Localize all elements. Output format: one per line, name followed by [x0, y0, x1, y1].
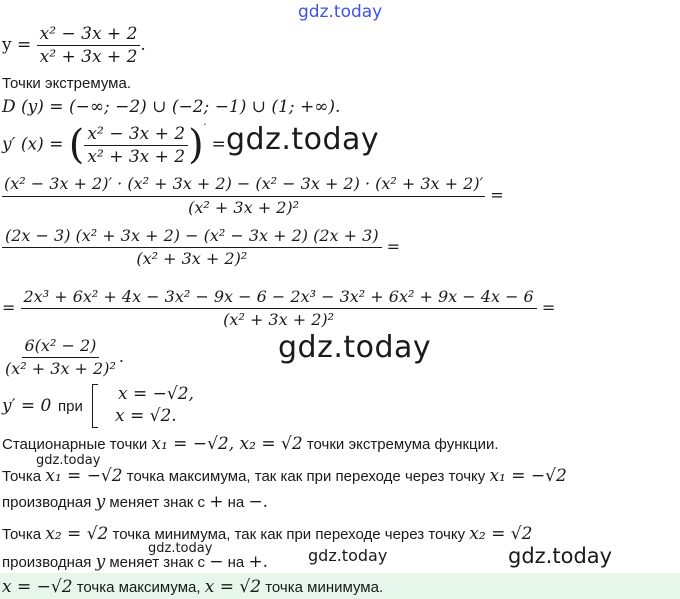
point2-line1 — [2, 524, 532, 544]
answer-text-max: точка максимума, — [76, 579, 201, 596]
point1-word: Точка — [2, 468, 42, 485]
derivation-step-1 — [2, 174, 504, 218]
point1-sign-to: −. — [248, 492, 269, 512]
watermark[interactable]: gdz.today — [226, 122, 380, 157]
function-tail: . — [140, 35, 146, 55]
point2-line2 — [2, 552, 268, 572]
point2-sign-from: − — [209, 552, 224, 572]
derivative-numerator: x² − 3x + 2 — [84, 124, 188, 146]
function-numerator: x² − 3x + 2 — [37, 24, 141, 46]
answer-line — [2, 577, 383, 597]
stationary-points-line — [2, 434, 499, 454]
point2-math: x₂ = √2 — [45, 524, 109, 544]
stationary-prefix: Стационарные точки — [2, 436, 148, 453]
point2-sign-to: +. — [248, 552, 269, 572]
step1-denominator: (x² + 3x + 2)² — [188, 198, 300, 217]
point2-sign-text: меняет знак с — [109, 554, 206, 571]
point1-on-word: на — [227, 494, 245, 511]
step3-denominator: (x² + 3x + 2)² — [223, 310, 335, 329]
derivation-step-2 — [2, 226, 400, 269]
step4-fraction — [2, 336, 119, 379]
derivation-step-3 — [2, 287, 555, 330]
step4-tail: . — [118, 347, 124, 366]
derivative-definition — [2, 122, 226, 168]
zero-case-1: x = −√2, — [118, 384, 194, 404]
function-fraction — [37, 24, 141, 67]
watermark[interactable]: gdz.today — [308, 546, 388, 565]
stationary-math: x₁ = −√2, x₂ = √2 — [151, 434, 303, 454]
step3-numerator: 2x³ + 6x² + 4x − 3x² − 9x − 6 − 2x³ − 3x² + 6x² + 9x − 4x − 6 — [21, 287, 537, 309]
right-paren-icon: ) — [188, 122, 204, 168]
stationary-suffix: точки экстремума функции. — [306, 436, 499, 453]
answer-math-min: x = √2 — [204, 577, 262, 597]
point1-line1 — [2, 466, 567, 486]
left-paren-icon: ( — [68, 122, 85, 168]
point2-on-word: на — [227, 554, 245, 571]
step1-numerator: (x² − 3x + 2)′ · (x² + 3x + 2) − (x² − 3x + 2) · (x² + 3x + 2)′ — [2, 174, 485, 197]
zero-case-2: x = √2. — [115, 406, 177, 426]
derivative-lhs: y′ (x) = — [2, 134, 64, 155]
point1-math: x₁ = −√2 — [45, 466, 123, 486]
point1-line2 — [2, 492, 268, 512]
function-denominator: x² + 3x + 2 — [39, 47, 138, 67]
function-lhs: y = — [2, 35, 32, 55]
point2-math2: x₂ = √2 — [469, 524, 533, 544]
derivative-fraction — [84, 124, 188, 167]
step2-fraction — [2, 226, 382, 269]
watermark[interactable]: gdz.today — [278, 330, 432, 365]
step4-numerator: 6(x² − 2) — [22, 336, 100, 358]
watermark[interactable]: gdz.today — [36, 453, 101, 468]
step3-fraction — [21, 287, 537, 330]
domain-line: D (y) = (−∞; −2) ∪ (−2; −1) ∪ (1; +∞). — [2, 97, 341, 117]
point1-math2: x₁ = −√2 — [489, 466, 567, 486]
function-definition — [2, 24, 146, 67]
derivation-step-4 — [2, 336, 124, 379]
point1-y: y — [95, 492, 106, 512]
watermark[interactable]: gdz.today — [508, 544, 613, 568]
step2-denominator: (x² + 3x + 2)² — [136, 249, 248, 268]
step3-lead: = — [2, 298, 16, 317]
point1-sign-text: меняет знак с — [109, 494, 206, 511]
point2-text: точка минимума, так как при переходе через точку — [112, 526, 466, 543]
step2-numerator: (2x − 3) (x² + 3x + 2) − (x² − 3x + 2) (2x + 3) — [2, 226, 382, 248]
answer-text-min: точка минимума. — [265, 579, 384, 596]
system-bracket-icon — [92, 384, 98, 428]
step1-tail: = — [490, 185, 504, 205]
answer-math-max: x = −√2 — [2, 577, 73, 597]
zero-condition-lhs: y′ = 0 — [2, 396, 52, 416]
step3-tail: = — [541, 298, 556, 317]
prime-mark-icon: ′ — [203, 121, 207, 135]
point1-derivative-word: производная — [2, 494, 92, 511]
step2-tail: = — [386, 237, 401, 256]
step4-denominator: (x² + 3x + 2)² — [5, 359, 116, 378]
point2-word: Точка — [2, 526, 42, 543]
watermark[interactable]: gdz.today — [148, 541, 213, 556]
point1-text: точка максимума, так как при переходе через точку — [126, 468, 486, 485]
watermark-top[interactable]: gdz.today — [298, 2, 383, 22]
derivative-tail: = — [211, 134, 226, 155]
point2-derivative-word: производная — [2, 554, 92, 571]
zero-condition-word: при — [58, 398, 83, 415]
point2-y: y — [95, 552, 106, 572]
section-heading: Точки экстремума. — [2, 75, 132, 92]
derivative-denominator: x² + 3x + 2 — [87, 146, 186, 167]
step1-fraction — [2, 174, 485, 218]
point1-sign-from: + — [209, 492, 224, 512]
